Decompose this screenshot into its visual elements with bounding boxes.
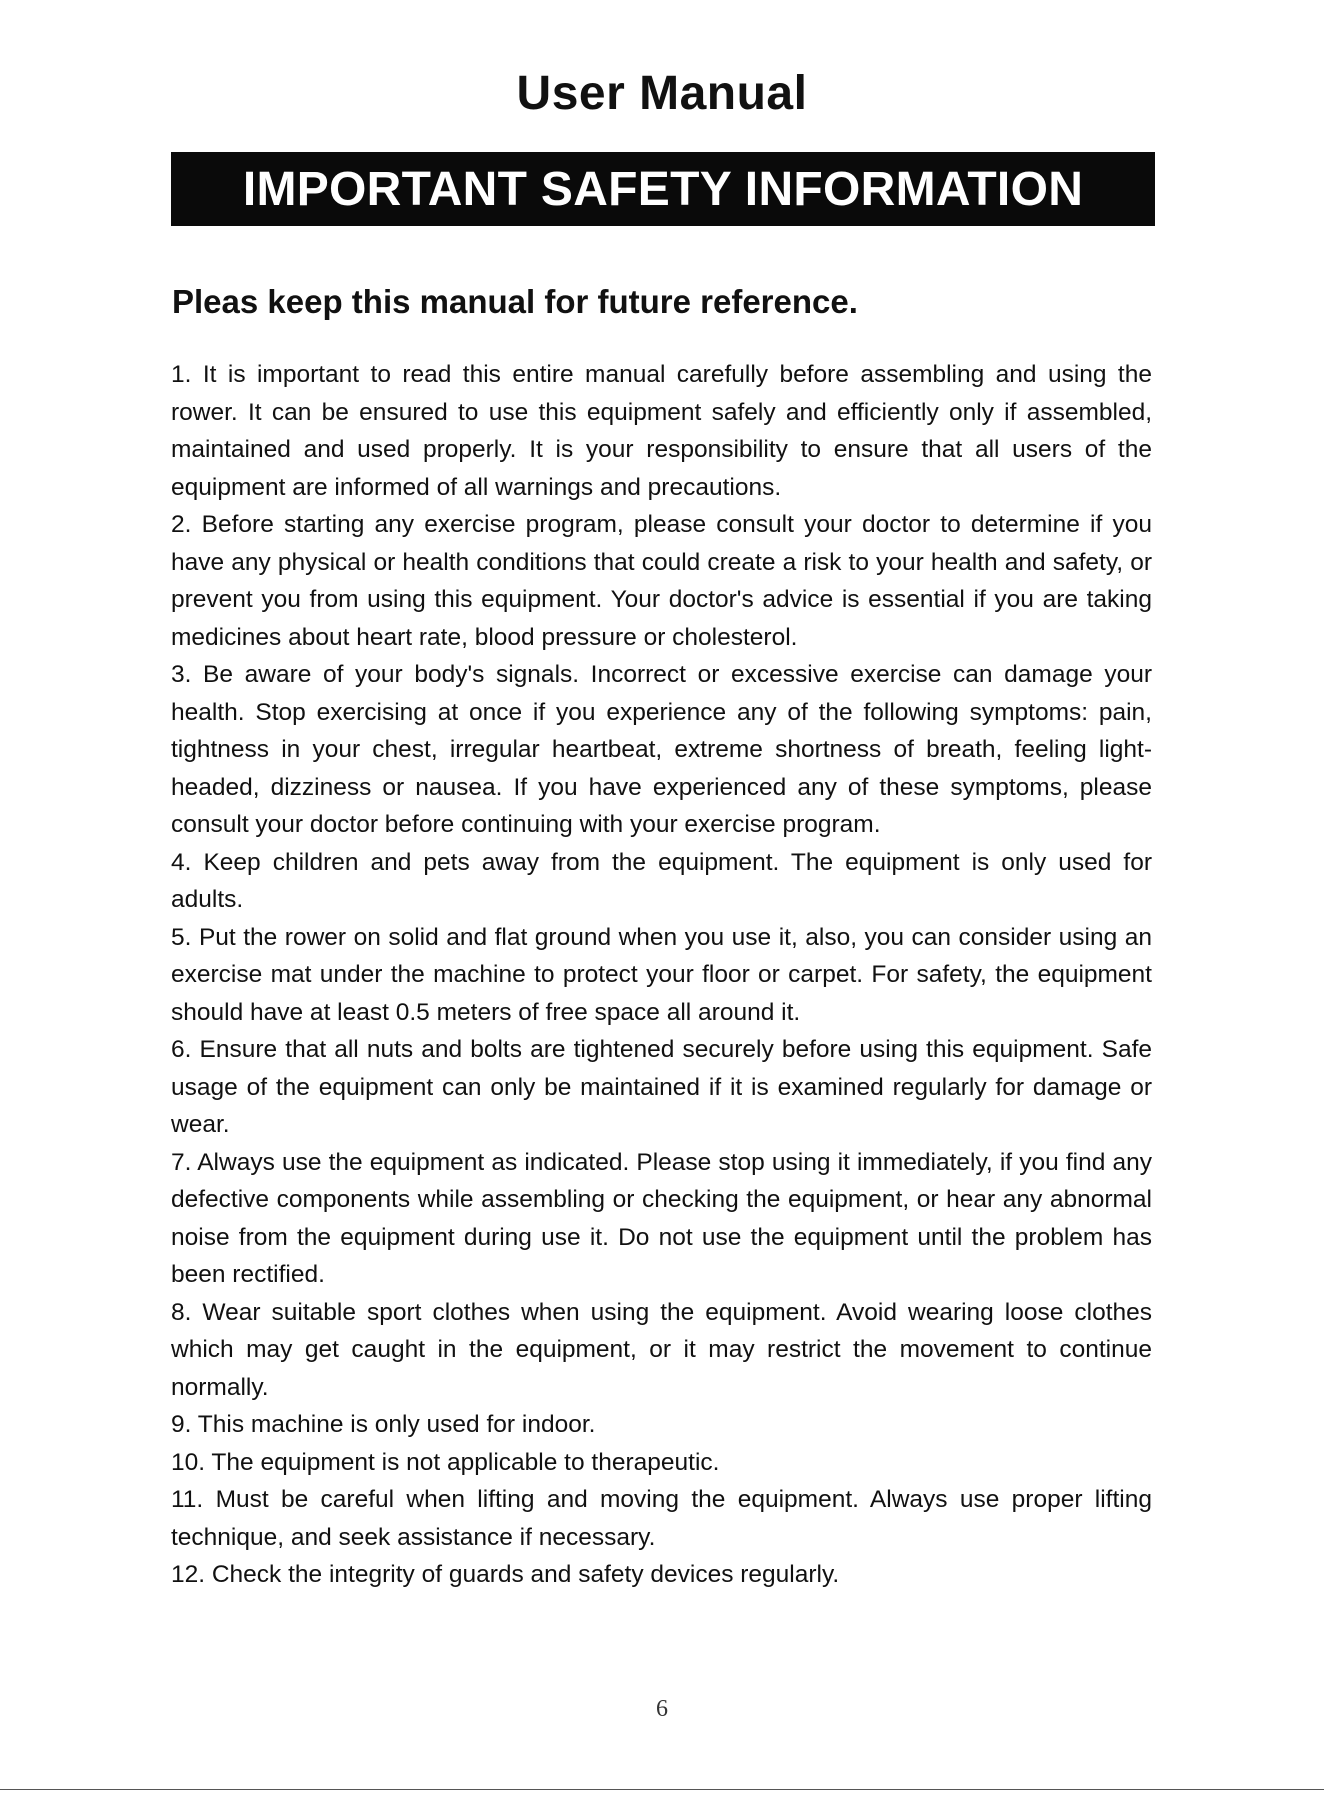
safety-item-10: 10. The equipment is not applicable to therapeutic.: [171, 1448, 720, 1476]
page-title: User Manual: [516, 67, 808, 120]
safety-item-6: 6. Ensure that all nuts and bolts are tightened securely before using this equipment. Safe usage of the equipment can only be maintained if it is examined regularly for damage or wear.: [171, 1036, 1152, 1138]
safety-item-5: 5. Put the rower on solid and flat ground when you use it, also, you can consider using an exercise mat under the machine to protect your floor or carpet. For safety, the equipment should have at least 0.5 meters of free space all around it.: [171, 923, 1152, 1026]
safety-item-11: 11. Must be careful when lifting and moving the equipment. Always use proper lifting technique, and seek assistance if necessary.: [171, 1486, 1152, 1551]
safety-item-7: 7. Always use the equipment as indicated. Please stop using it immediately, if you find any defective components while assembling or checking the equipment, or hear any abnormal noise from the equipment during use it. Do not use the equipment until the problem has been rectified.: [171, 1148, 1152, 1288]
safety-item-3: 3. Be aware of your body's signals. Incorrect or excessive exercise can damage your health. Stop exercising at once if you experience any of the following symptoms: pain, tightness in your chest, irregular heartbeat, extreme shortness of breath, feeling light-headed, dizziness or nausea. If you have experienced any of these symptoms, please consult your doctor before continuing with your exercise program.: [171, 661, 1152, 838]
safety-item-12: 12. Check the integrity of guards and safety devices regularly.: [171, 1561, 840, 1588]
safety-item-2: 2. Before starting any exercise program, please consult your doctor to determine if you have any physical or health conditions that could create a risk to your health and safety, or prevent you from using this equipment. Your doctor's advice is essential if you are taking medicines about heart rate, blood pressure or cholesterol.: [171, 511, 1152, 651]
page-number: 6: [656, 1696, 668, 1722]
safety-item-9: 9. This machine is only used for indoor.: [171, 1411, 596, 1438]
safety-item-8: 8. Wear suitable sport clothes when using the equipment. Avoid wearing loose clothes which may get caught in the equipment, or it may restrict the movement to continue normally.: [171, 1298, 1152, 1401]
safety-list: [171, 356, 1152, 1594]
safety-banner: IMPORTANT SAFETY INFORMATION: [171, 152, 1155, 226]
subheading: Pleas keep this manual for future reference.: [172, 283, 858, 320]
safety-item-1: 1. It is important to read this entire manual carefully before assembling and using the rower. It can be ensured to use this equipment safely and efficiently only if assembled, maintained and used properly. It is your responsibility to ensure that all users of the equipment are informed of all warnings and precautions.: [171, 361, 1152, 501]
safety-item-4: 4. Keep children and pets away from the equipment. The equipment is only used for adults.: [171, 848, 1152, 913]
bottom-divider: [0, 1789, 1324, 1790]
